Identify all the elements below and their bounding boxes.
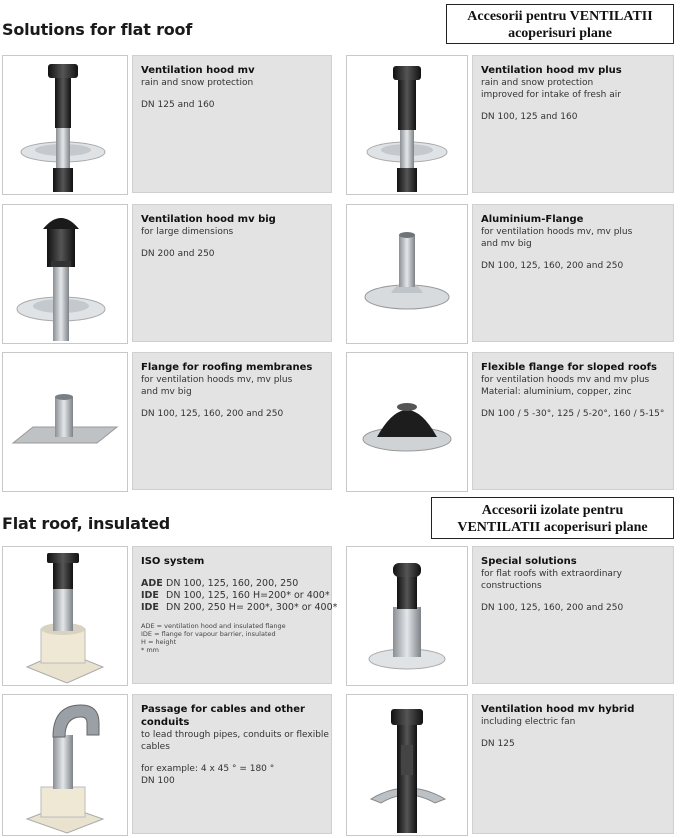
product-card-iso-system <box>132 546 338 684</box>
product-example: for example: 4 x 45 ° = 180 ° <box>141 764 275 774</box>
product-desc: Material: aluminium, copper, zinc <box>481 387 632 397</box>
product-title: Flexible flange for sloped roofs <box>481 362 657 373</box>
iso-code: IDE <box>141 602 159 613</box>
product-desc: for ventilation hoods mv, mv plus <box>481 227 633 237</box>
product-desc: improved for intake of fresh air <box>481 90 621 100</box>
product-desc: for ventilation hoods mv and mv plus <box>481 375 650 385</box>
flexible-flange-icon <box>347 353 467 491</box>
ro-label-flat-roof <box>446 4 674 44</box>
product-spec: DN 100 <box>141 776 175 786</box>
product-desc: rain and snow protection <box>481 78 594 88</box>
product-image-cable-passage <box>2 694 128 836</box>
product-image-hood-mv-plus <box>346 55 468 195</box>
product-title: Ventilation hood mv plus <box>481 65 622 76</box>
product-desc: for flat roofs with extraordinary <box>481 569 622 579</box>
product-desc: to lead through pipes, conduits or flexible <box>141 730 329 740</box>
product-card-hood-mv <box>132 55 332 193</box>
iso-note: * mm <box>141 646 159 654</box>
iso-spec: DN 200, 250 H= 200*, 300* or 400* <box>166 602 338 613</box>
product-image-hood-mv-hybrid <box>346 694 468 836</box>
product-title: Aluminium-Flange <box>481 214 584 225</box>
hood-mv-plus-icon <box>347 56 467 194</box>
product-card-membrane-flange <box>132 352 332 490</box>
hood-mv-big-icon <box>3 205 127 343</box>
cable-passage-icon <box>3 695 127 835</box>
product-desc: rain and snow protection <box>141 78 254 88</box>
product-image-iso-system <box>2 546 128 686</box>
iso-note: IDE = flange for vapour barrier, insulated <box>141 630 276 638</box>
product-image-hood-mv-big <box>2 204 128 344</box>
iso-system-icon <box>3 547 127 685</box>
product-spec: DN 100, 125 and 160 <box>481 112 578 122</box>
product-title: Passage for cables and other <box>141 704 305 715</box>
product-spec: DN 100 / 5 -30°, 125 / 5-20°, 160 / 5-15° <box>481 409 665 419</box>
aluminium-flange-icon <box>347 205 467 343</box>
product-title: Special solutions <box>481 556 577 567</box>
product-spec: DN 200 and 250 <box>141 249 215 259</box>
product-spec: DN 100, 125, 160, 200 and 250 <box>141 409 284 419</box>
ro-label-line-1: Accesorii pentru VENTILATII <box>467 9 653 24</box>
product-card-hood-mv-big <box>132 204 332 342</box>
iso-code: ADE <box>141 578 163 589</box>
product-title: Ventilation hood mv <box>141 65 255 76</box>
product-desc: and mv big <box>141 387 192 397</box>
product-spec: DN 125 and 160 <box>141 100 215 110</box>
product-card-special-solutions <box>472 546 674 684</box>
product-spec: DN 100, 125, 160, 200 and 250 <box>481 261 624 271</box>
iso-row <box>141 578 323 590</box>
product-desc: for large dimensions <box>141 227 234 237</box>
iso-code: IDE <box>141 590 159 601</box>
iso-spec: DN 100, 125, 160 H=200* or 400* <box>166 590 330 601</box>
product-desc: for ventilation hoods mv, mv plus <box>141 375 293 385</box>
product-spec: DN 100, 125, 160, 200 and 250 <box>481 603 624 613</box>
product-desc: cables <box>141 742 170 752</box>
product-image-membrane-flange <box>2 352 128 492</box>
ro-label-line-2: acoperisuri plane <box>508 26 612 41</box>
product-card-flexible-flange <box>472 352 674 490</box>
product-title-cont: conduits <box>141 717 190 728</box>
ro-label-insulated <box>431 497 674 539</box>
product-desc: including electric fan <box>481 717 576 727</box>
iso-note: H = height <box>141 638 177 646</box>
section-title-flat-roof-insulated: Flat roof, insulated <box>2 514 171 533</box>
hood-mv-hybrid-icon <box>347 695 467 835</box>
ro-label-line-1: Accesorii izolate pentru <box>481 503 624 518</box>
product-image-hood-mv <box>2 55 128 195</box>
product-title: Ventilation hood mv hybrid <box>481 704 635 715</box>
special-solutions-icon <box>347 547 467 685</box>
product-desc: and mv big <box>481 239 532 249</box>
iso-row <box>141 602 338 614</box>
section-title-flat-roof: Solutions for flat roof <box>2 20 193 39</box>
product-card-hood-mv-hybrid <box>472 694 674 834</box>
membrane-flange-icon <box>3 353 127 491</box>
product-title: Flange for roofing membranes <box>141 362 313 373</box>
product-image-flexible-flange <box>346 352 468 492</box>
product-card-cable-passage <box>132 694 332 834</box>
iso-note: ADE = ventilation hood and insulated flange <box>141 622 286 630</box>
iso-row <box>141 590 330 602</box>
product-image-special-solutions <box>346 546 468 686</box>
product-image-aluminium-flange <box>346 204 468 344</box>
ro-label-line-2: VENTILATII acoperisuri plane <box>457 520 648 535</box>
product-card-aluminium-flange <box>472 204 674 342</box>
product-desc: constructions <box>481 581 542 591</box>
hood-mv-icon <box>3 56 127 194</box>
iso-spec: DN 100, 125, 160, 200, 250 <box>166 578 299 589</box>
product-title: Ventilation hood mv big <box>141 214 276 225</box>
product-card-hood-mv-plus <box>472 55 674 193</box>
product-spec: DN 125 <box>481 739 515 749</box>
product-title: ISO system <box>141 556 205 567</box>
